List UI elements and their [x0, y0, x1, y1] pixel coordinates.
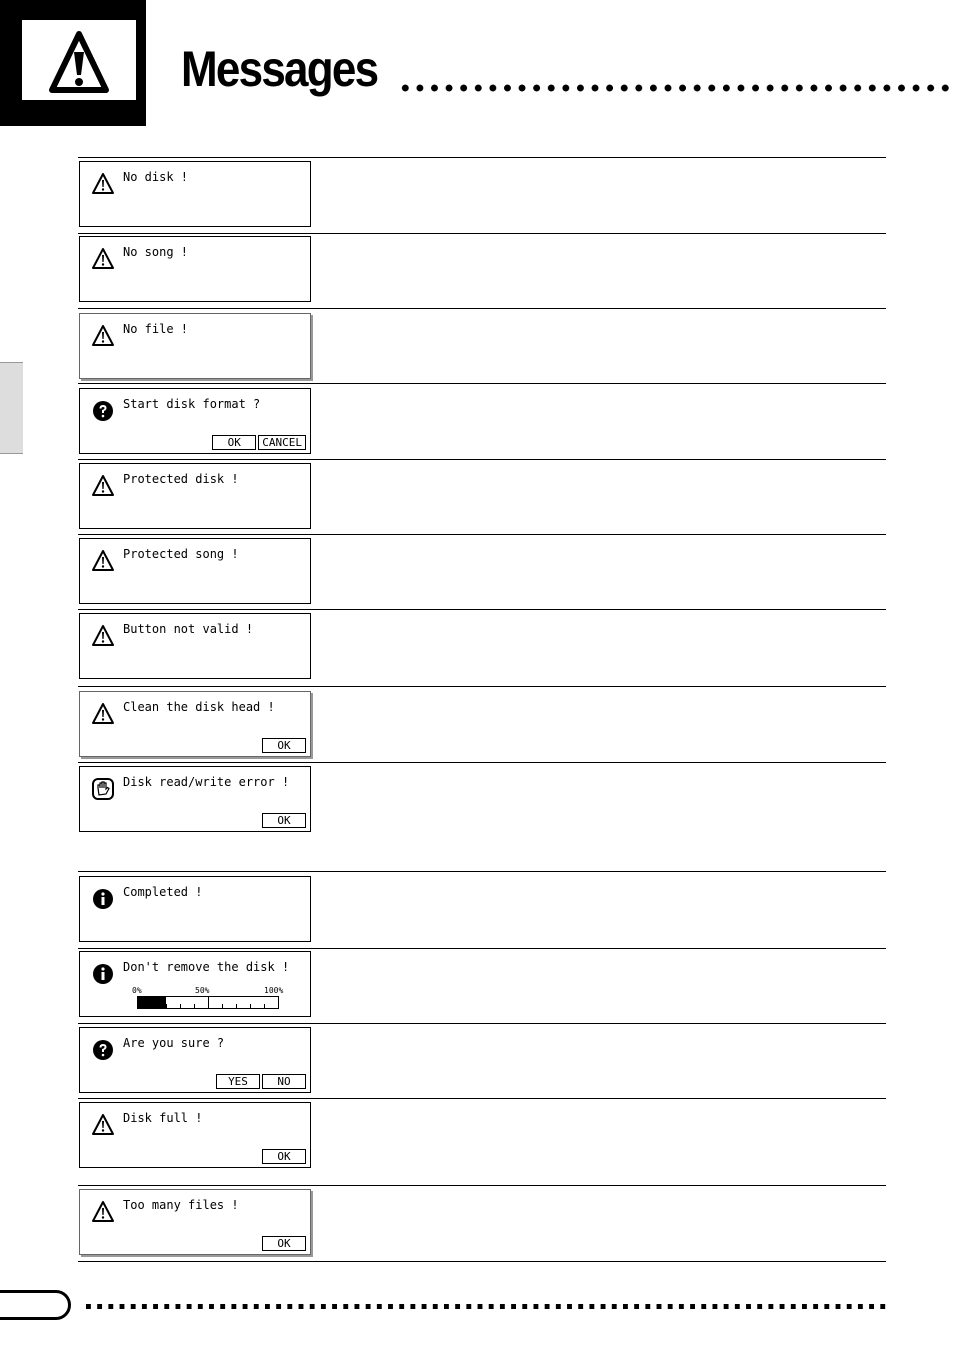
button-group	[262, 813, 306, 828]
ok-button[interactable]: OK	[262, 1236, 306, 1251]
stop-hand-icon	[91, 777, 115, 801]
message-text: Button not valid !	[123, 622, 254, 636]
warning-icon	[91, 702, 115, 726]
button-group	[262, 1236, 306, 1251]
progress-tick	[208, 997, 209, 1008]
progress-tick	[222, 1004, 223, 1008]
button-group	[262, 738, 306, 753]
row-divider	[78, 157, 886, 158]
message-text: No file !	[123, 322, 189, 336]
message-panel	[79, 236, 311, 302]
message-panel	[79, 613, 311, 679]
message-text: Start disk format ?	[123, 397, 261, 411]
message-panel	[79, 1027, 311, 1093]
no-button[interactable]: NO	[262, 1074, 306, 1089]
row-divider	[78, 534, 886, 535]
progress-tick	[236, 1004, 237, 1008]
row-divider	[78, 459, 886, 460]
button-group	[262, 1149, 306, 1164]
row-divider	[78, 1261, 886, 1262]
question-icon	[91, 1038, 115, 1062]
message-panel	[79, 766, 311, 832]
question-icon	[91, 399, 115, 423]
warning-icon	[22, 20, 136, 100]
side-tab	[0, 362, 23, 454]
row-divider	[78, 609, 886, 610]
message-panel	[79, 951, 311, 1017]
row-divider	[78, 686, 886, 687]
message-text: Are you sure ?	[123, 1036, 225, 1050]
row-divider	[78, 948, 886, 949]
page-number-pill	[0, 1290, 71, 1320]
ok-button[interactable]: OK	[262, 738, 306, 753]
message-panel	[79, 876, 311, 942]
progress-tick	[194, 1004, 195, 1008]
message-text: Disk full !	[123, 1111, 203, 1125]
footer-dot-leader	[86, 1303, 886, 1311]
progress-bar	[137, 996, 279, 1009]
cancel-button[interactable]: CANCEL	[258, 435, 306, 450]
ok-button[interactable]: OK	[212, 435, 256, 450]
button-group	[216, 1074, 306, 1089]
yes-button[interactable]: YES	[216, 1074, 260, 1089]
row-divider	[78, 308, 886, 309]
row-divider	[78, 1098, 886, 1099]
warning-icon	[91, 549, 115, 573]
message-text: Protected song !	[123, 547, 239, 561]
message-panel	[79, 538, 311, 604]
warning-icon	[91, 624, 115, 648]
info-icon	[91, 887, 115, 911]
chapter-icon-block	[0, 0, 146, 126]
message-panel	[79, 463, 311, 529]
progress-indicator	[132, 986, 282, 1009]
message-panel	[79, 313, 311, 379]
message-text: Clean the disk head !	[123, 700, 275, 714]
warning-icon	[91, 324, 115, 348]
warning-icon	[91, 247, 115, 271]
message-text: Completed !	[123, 885, 203, 899]
progress-tick	[152, 1004, 153, 1008]
ok-button[interactable]: OK	[262, 813, 306, 828]
progress-label: 50%	[195, 986, 210, 995]
message-text: Too many files !	[123, 1198, 239, 1212]
message-panel	[79, 388, 311, 454]
info-icon	[91, 962, 115, 986]
warning-icon	[91, 1200, 115, 1224]
row-divider	[78, 383, 886, 384]
warning-icon	[91, 474, 115, 498]
message-panel	[79, 1102, 311, 1168]
row-divider	[78, 1185, 886, 1186]
message-text: Protected disk !	[123, 472, 239, 486]
message-text: No song !	[123, 245, 189, 259]
warning-icon	[91, 1113, 115, 1137]
ok-button[interactable]: OK	[262, 1149, 306, 1164]
message-panel	[79, 161, 311, 227]
message-panel	[79, 1189, 311, 1255]
message-text: No disk !	[123, 170, 189, 184]
button-group	[212, 435, 306, 450]
message-panel	[79, 691, 311, 757]
row-divider	[78, 1023, 886, 1024]
message-text: Don't remove the disk !	[123, 960, 290, 974]
row-divider	[78, 762, 886, 763]
progress-tick	[264, 1004, 265, 1008]
progress-label: 100%	[264, 986, 284, 995]
progress-tick	[180, 1004, 181, 1008]
progress-label: 0%	[132, 986, 142, 995]
warning-icon	[91, 172, 115, 196]
page-title: Messages	[181, 41, 378, 97]
title-dot-leader	[398, 84, 954, 92]
progress-tick	[250, 1004, 251, 1008]
message-text: Disk read/write error !	[123, 775, 290, 789]
progress-tick	[166, 1004, 167, 1008]
row-divider	[78, 233, 886, 234]
chapter-icon-frame	[22, 20, 136, 100]
row-divider	[78, 871, 886, 872]
